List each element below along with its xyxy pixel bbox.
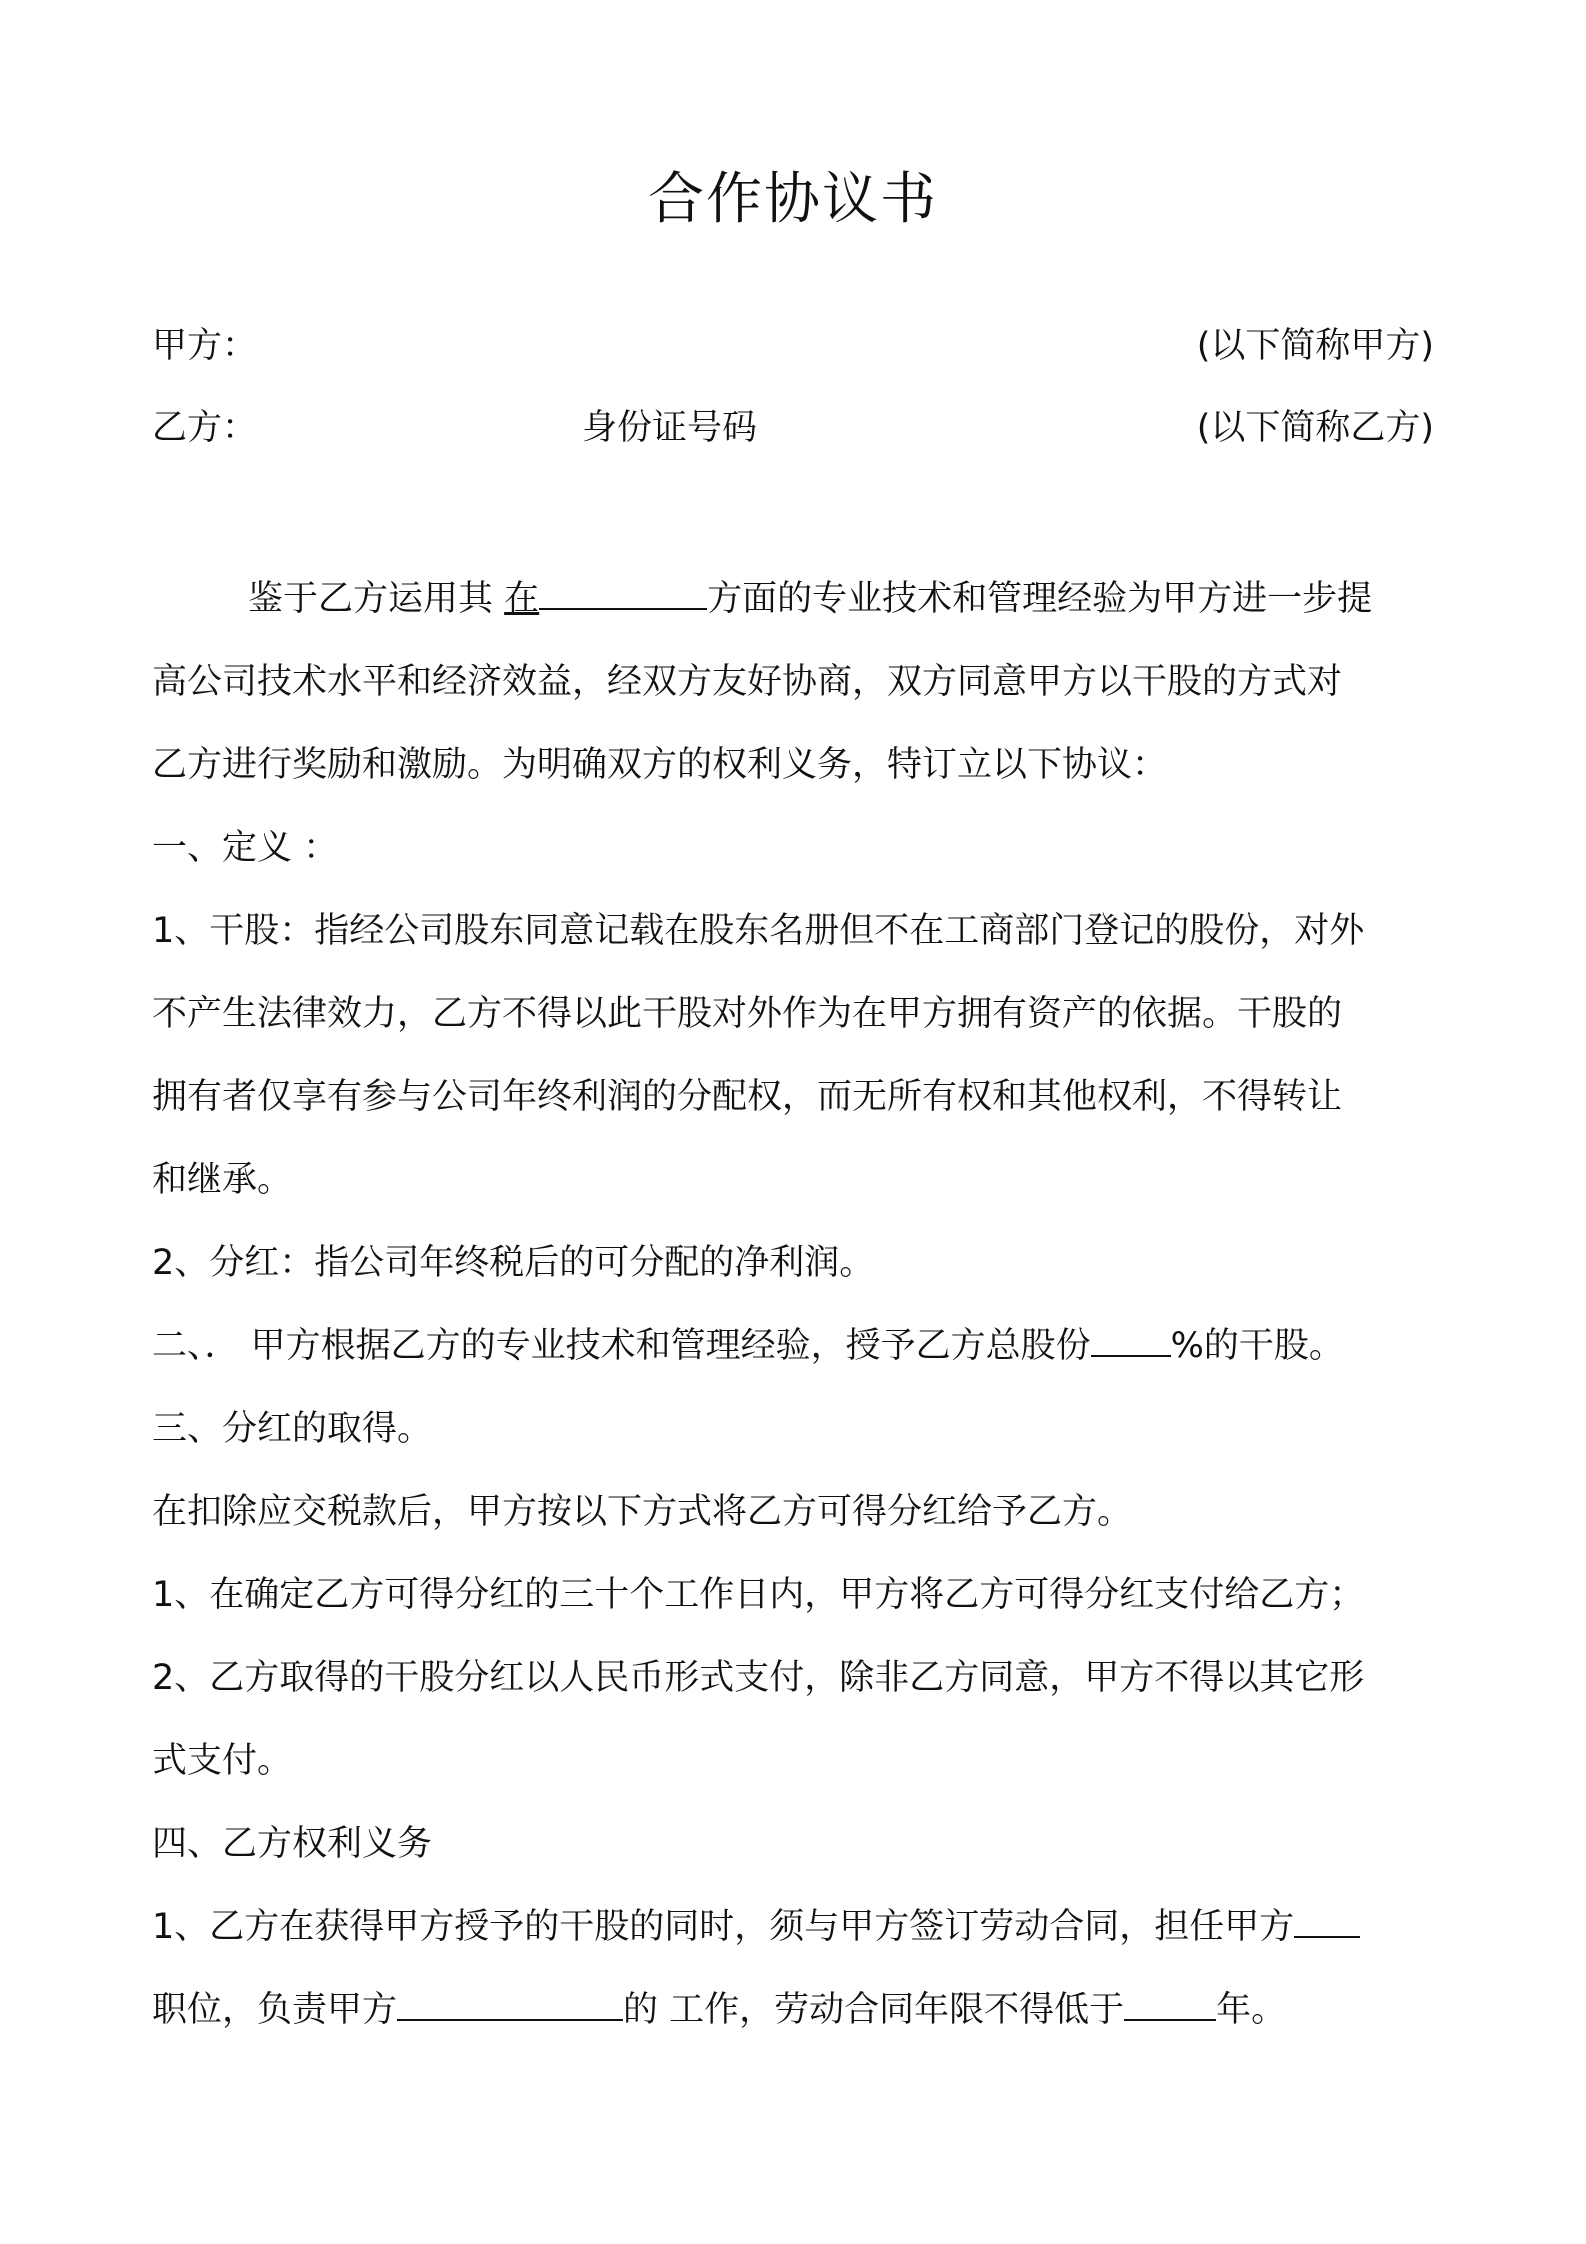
section-4-heading: 四、乙方权利义务 <box>152 1824 433 1864</box>
section-1-heading: 一、定义 ： <box>152 828 339 868</box>
sec4-item1-line2 <box>152 1969 1442 2052</box>
party-b-row <box>152 400 1434 450</box>
party-b-label: 乙方： <box>152 408 258 448</box>
section-3-heading: 三、分红的取得。 <box>152 1409 433 1449</box>
sec1-item2: 2、分红：指公司年终税后的可分配的净利润。 <box>152 1243 875 1283</box>
sec1-item1-line1: 1、干股：指经公司股东同意记载在股东名册但不在工商部门登记的股份，对外 <box>152 911 1365 951</box>
sec4-text: 职位，负责甲方 <box>152 1990 398 2030</box>
sec3-item2-line2: 式支付。 <box>152 1741 293 1781</box>
sec1-item1-line3: 拥有者仅享有参与公司年终利润的分配权，而无所有权和其他权利，不得转让 <box>152 1077 1343 1117</box>
sec4-text-end: 年。 <box>1216 1990 1287 2030</box>
party-a-alias: (以下简称甲方) <box>1196 326 1434 366</box>
preamble-line-2: 高公司技术水平和经济效益，经双方友好协商，双方同意甲方以干股的方式对 <box>152 662 1343 702</box>
years-blank <box>1124 1984 1216 2021</box>
party-a-row <box>152 318 1434 368</box>
sec2-text: 二、． 甲方根据乙方的专业技术和管理经验，授予乙方总股份 <box>152 1326 1091 1366</box>
sec3-intro: 在扣除应交税款后，甲方按以下方式将乙方可得分红给予乙方。 <box>152 1492 1133 1532</box>
sec1-item1-line4: 和继承。 <box>152 1160 293 1200</box>
share-percent-blank <box>1091 1320 1171 1357</box>
sec4-item1-line1 <box>152 1886 1442 1969</box>
preamble-underlined-word: 在 <box>504 579 540 619</box>
preamble-text: 鉴于乙方运用其 <box>248 579 505 619</box>
sec4-text: 1、乙方在获得甲方授予的干股的同时，须与甲方签订劳动合同，担任甲方 <box>152 1907 1295 1947</box>
preamble-line-3: 乙方进行奖励和激励。为明确双方的权利义务，特订立以下协议： <box>152 745 1168 785</box>
party-a-label: 甲方： <box>152 326 258 366</box>
agreement-body <box>152 558 1442 2052</box>
sec3-item1: 1、在确定乙方可得分红的三十个工作日内，甲方将乙方可得分红支付给乙方； <box>152 1575 1365 1615</box>
sec3-item2-line1: 2、乙方取得的干股分红以人民币形式支付，除非乙方同意，甲方不得以其它形 <box>152 1658 1365 1698</box>
document-title: 合作协议书 <box>648 167 938 232</box>
domain-blank <box>539 573 707 610</box>
sec4-text: 的 工作，劳动合同年限不得低于 <box>623 1990 1125 2030</box>
sec2-text-end: %的干股。 <box>1170 1326 1344 1366</box>
position-blank <box>1294 1901 1360 1938</box>
sec1-item1-line2: 不产生法律效力，乙方不得以此干股对外作为在甲方拥有资产的依据。干股的 <box>152 994 1343 1034</box>
party-b-alias: (以下简称乙方) <box>1196 408 1434 448</box>
section-2-line <box>152 1305 1442 1388</box>
party-b-id-label: 身份证号码 <box>582 408 758 448</box>
preamble-text: 方面的专业技术和管理经验为甲方进一步提 <box>707 579 1373 619</box>
preamble-line-1 <box>152 558 1442 641</box>
work-blank <box>397 1984 623 2021</box>
